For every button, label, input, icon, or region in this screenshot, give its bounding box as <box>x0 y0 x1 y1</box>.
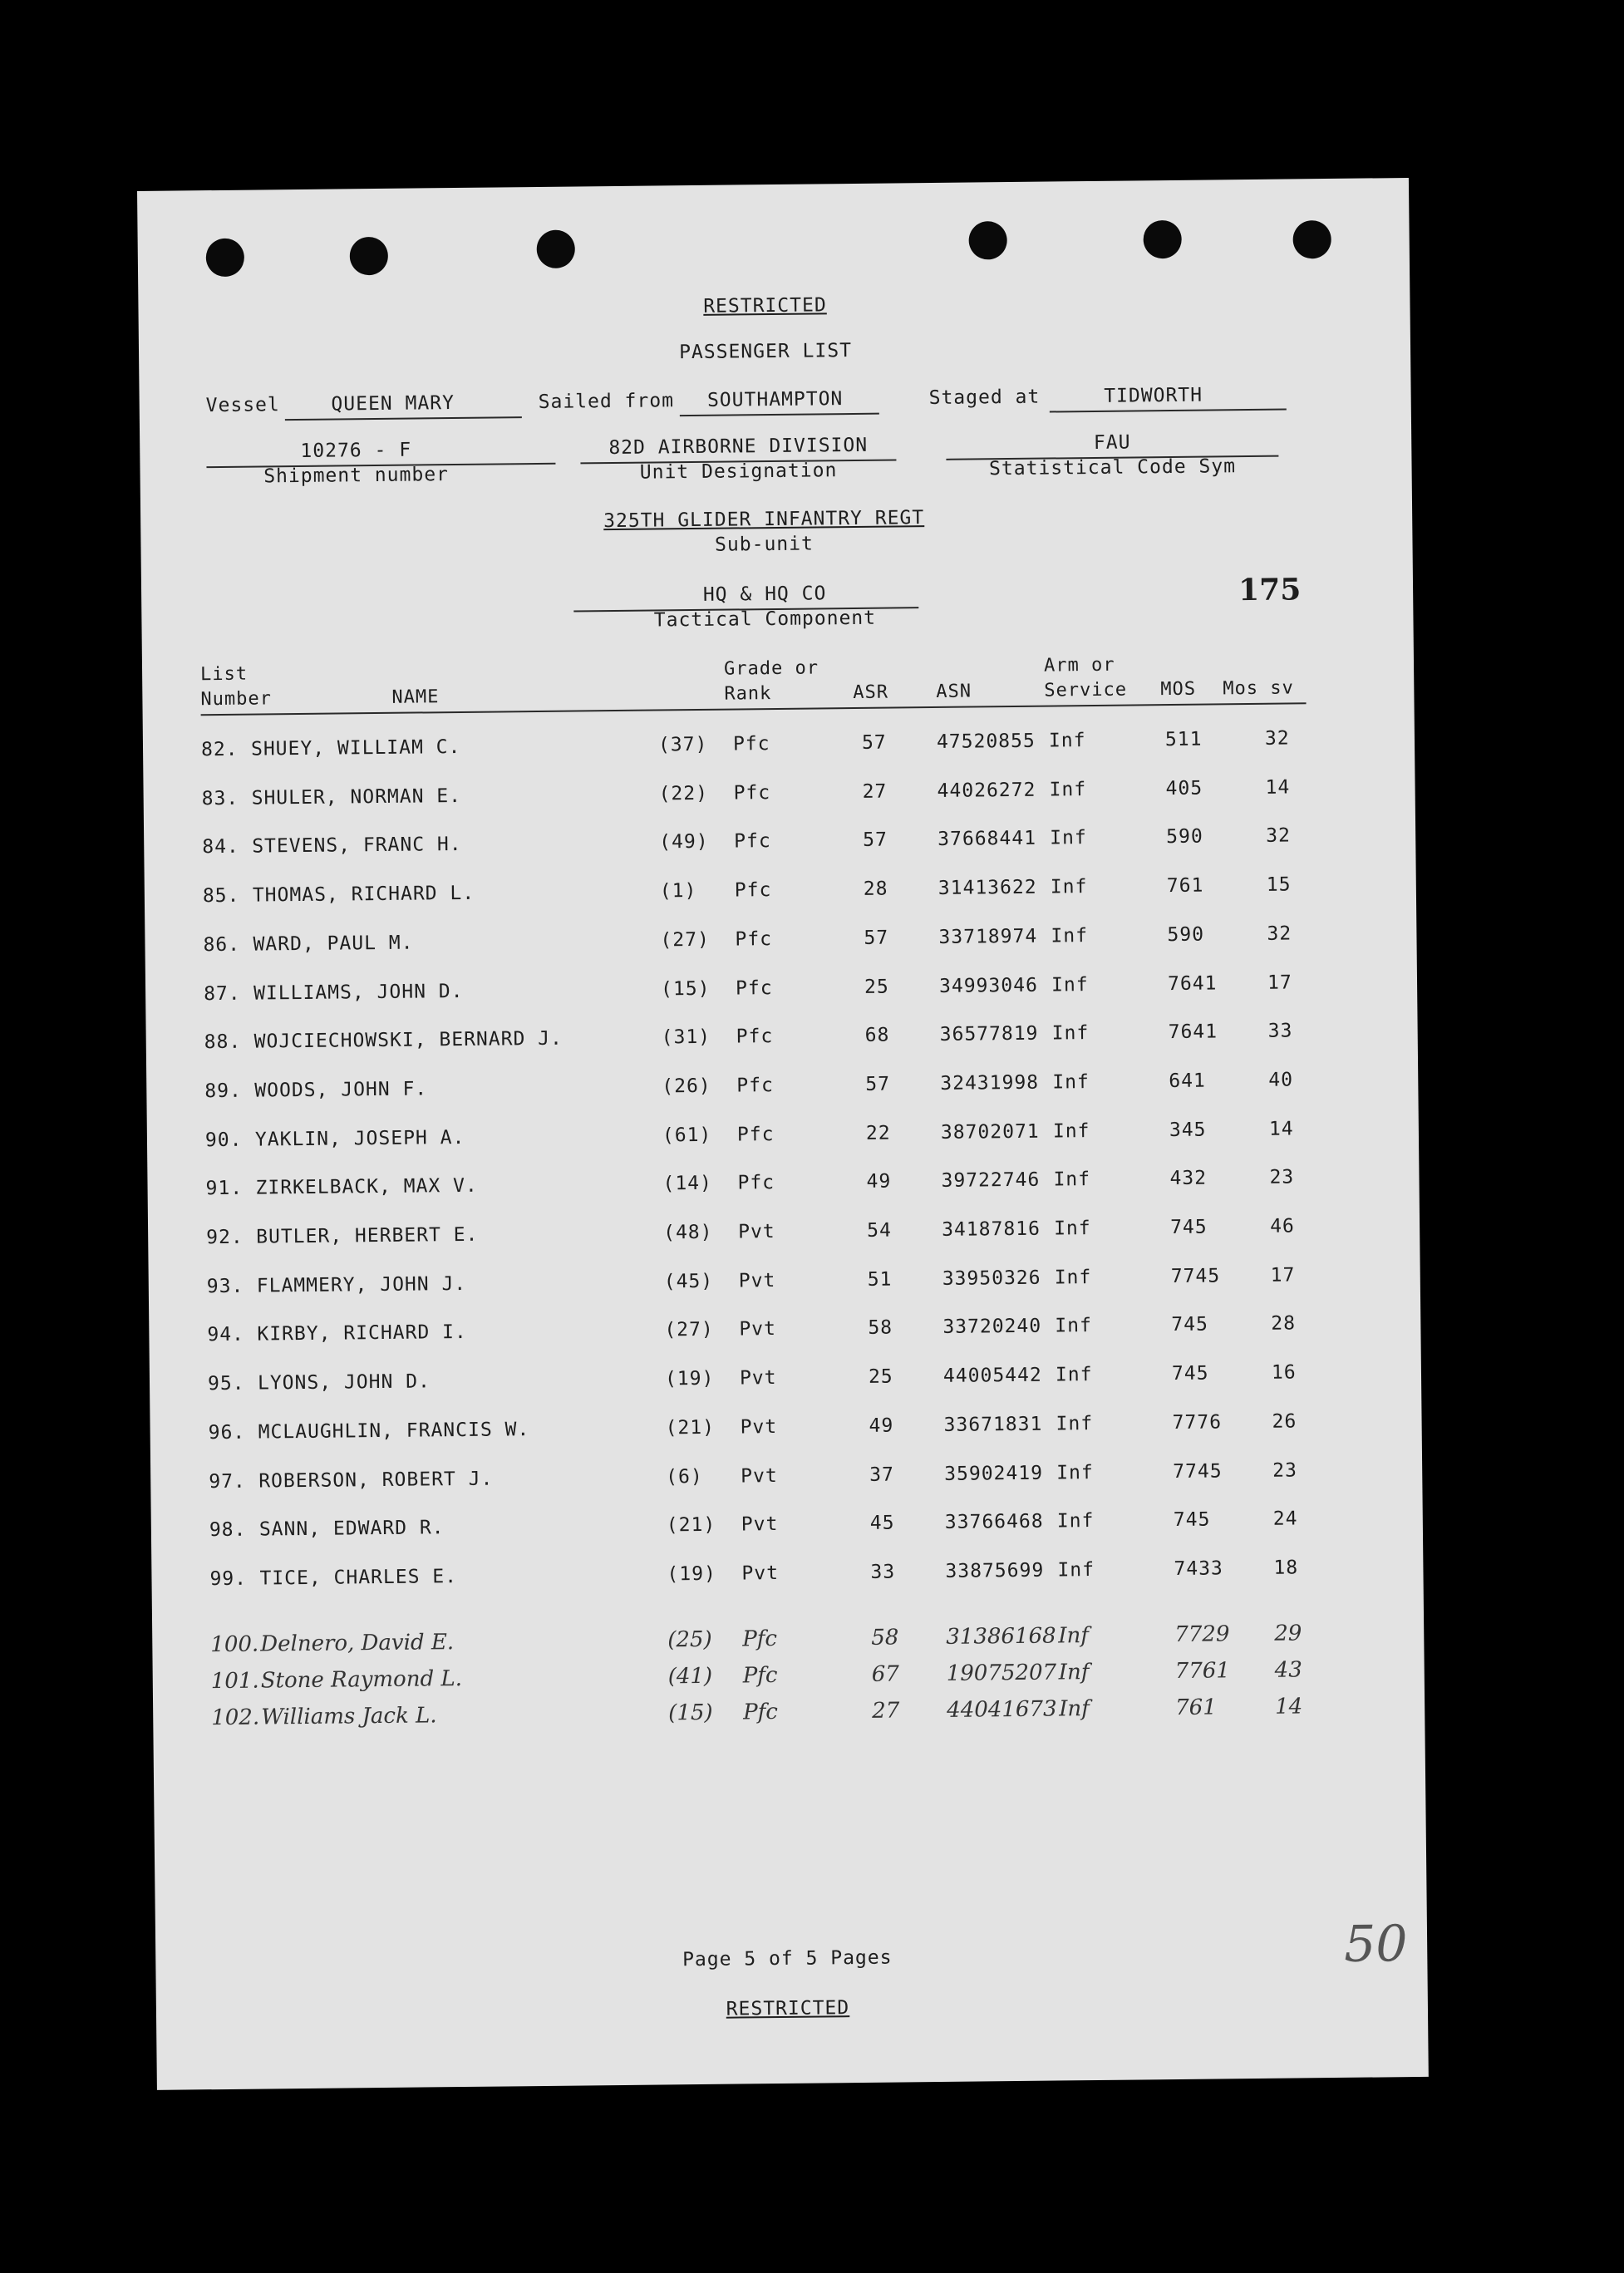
row-code: (14) <box>662 1173 713 1195</box>
passenger-name: WARD, PAUL M. <box>253 932 414 956</box>
row-number: 96. <box>208 1421 246 1444</box>
col-grade: Grade or <box>723 657 819 680</box>
asn-serial: 44005442 <box>942 1364 1042 1388</box>
col-name: NAME <box>391 686 440 708</box>
table-row <box>150 1458 1422 1504</box>
passenger-name: Williams Jack L. <box>261 1703 437 1730</box>
document-page <box>137 178 1429 2090</box>
punch-hole <box>206 239 244 277</box>
mos-code: 7761 <box>1174 1658 1231 1685</box>
grade-rank: Pfc <box>735 927 773 951</box>
row-code: (19) <box>667 1562 716 1586</box>
asn-serial: 36577819 <box>939 1022 1039 1046</box>
sailed-from-value: SOUTHAMPTON <box>706 388 844 411</box>
row-code: (48) <box>663 1221 713 1244</box>
arm-service: Inf <box>1058 1623 1090 1649</box>
asr-score: 57 <box>861 731 887 754</box>
asn-serial: 33720240 <box>942 1316 1042 1339</box>
mos-sv: 29 <box>1274 1621 1302 1646</box>
mos-sv: 14 <box>1265 776 1291 799</box>
asn-serial: 34993046 <box>938 974 1038 997</box>
mos-sv: 28 <box>1271 1312 1297 1336</box>
asr-score: 58 <box>868 1316 893 1340</box>
passenger-name: SHUEY, WILLIAM C. <box>250 736 461 760</box>
passenger-name: LYONS, JOHN D. <box>257 1370 431 1395</box>
arm-service: Inf <box>1051 924 1089 947</box>
passenger-name: WOODS, JOHN F. <box>254 1078 428 1102</box>
arm-service: Inf <box>1051 1022 1090 1045</box>
row-number: 88. <box>204 1031 242 1054</box>
passenger-name: BUTLER, HERBERT E. <box>256 1223 479 1248</box>
arm-service: Inf <box>1050 827 1087 849</box>
col-list: List <box>199 663 249 686</box>
table-row <box>146 1019 1418 1065</box>
table-row <box>145 873 1416 919</box>
passenger-name: ROBERSON, ROBERT J. <box>258 1468 494 1493</box>
row-number: 95. <box>207 1372 245 1395</box>
mos-sv: 32 <box>1264 727 1290 750</box>
unit-label: Unit Designation <box>639 460 838 484</box>
vessel-value: QUEEN MARY <box>331 392 455 416</box>
table-row <box>145 922 1416 968</box>
asr-score: 28 <box>863 878 888 900</box>
restricted-footer: RESTRICTED <box>726 1997 850 2020</box>
passenger-name: STEVENS, FRANC H. <box>252 834 462 858</box>
grade-rank: Pvt <box>741 1464 778 1487</box>
passenger-name: FLAMMERY, JOHN J. <box>256 1272 467 1297</box>
asn-serial: 33950326 <box>942 1267 1041 1290</box>
restricted-header: RESTRICTED <box>703 294 827 317</box>
asn-serial: 33875699 <box>945 1559 1045 1582</box>
row-number: 83. <box>201 787 239 809</box>
row-code: (27) <box>664 1319 714 1341</box>
punch-hole <box>350 237 388 275</box>
table-row <box>148 1214 1420 1261</box>
mos-sv: 17 <box>1270 1264 1296 1287</box>
row-code: (31) <box>661 1026 711 1049</box>
grade-rank: Pfc <box>736 1074 774 1097</box>
asr-score: 57 <box>863 829 888 852</box>
row-number: 97. <box>209 1470 246 1493</box>
mos-code: 590 <box>1166 826 1203 849</box>
row-number: 99. <box>209 1567 248 1591</box>
page-indicator: Page 5 of 5 Pages <box>682 1946 893 1971</box>
arm-service: Inf <box>1055 1315 1093 1337</box>
mos-sv: 23 <box>1269 1166 1295 1189</box>
col-asn: ASN <box>936 681 972 702</box>
table-row <box>145 970 1417 1016</box>
arm-service: Inf <box>1048 730 1086 752</box>
asr-score: 25 <box>864 976 889 998</box>
grade-rank: Pvt <box>738 1269 776 1292</box>
mos-code: 7776 <box>1172 1411 1223 1434</box>
grade-rank: Pfc <box>743 1700 779 1725</box>
arm-service: Inf <box>1056 1461 1094 1483</box>
arm-service: Inf <box>1055 1364 1093 1386</box>
mos-sv: 24 <box>1272 1508 1298 1530</box>
passenger-name: MCLAUGHLIN, FRANCIS W. <box>258 1418 530 1444</box>
row-code: (22) <box>658 782 709 805</box>
row-number: 86. <box>203 933 241 957</box>
row-code: (26) <box>662 1075 711 1098</box>
grade-rank: Pfc <box>737 1172 775 1194</box>
mos-code: 405 <box>1165 777 1203 799</box>
shipment-label: Shipment number <box>263 464 450 488</box>
mos-sv: 46 <box>1269 1215 1295 1237</box>
mos-sv: 23 <box>1272 1459 1298 1482</box>
mos-sv: 17 <box>1267 971 1292 994</box>
grade-rank: Pfc <box>734 879 772 902</box>
asn-serial: 47520855 <box>936 730 1036 753</box>
passenger-name: KIRBY, RICHARD I. <box>257 1321 467 1346</box>
asr-score: 54 <box>867 1219 892 1242</box>
table-row <box>149 1263 1420 1310</box>
row-code: (37) <box>657 733 708 756</box>
asn-serial: 32431998 <box>940 1071 1040 1095</box>
table-row <box>144 775 1415 822</box>
grade-rank: Pvt <box>740 1415 778 1439</box>
tactical-component: HQ & HQ CO <box>702 583 827 606</box>
sailed-from-label: Sailed from <box>538 390 675 413</box>
mos-sv: 14 <box>1268 1118 1294 1140</box>
asr-score: 37 <box>869 1464 895 1486</box>
asn-serial: 33766468 <box>944 1510 1044 1534</box>
mos-sv: 16 <box>1271 1361 1297 1384</box>
table-row <box>143 726 1415 773</box>
row-code: (61) <box>662 1124 712 1147</box>
mos-code: 511 <box>1164 728 1203 751</box>
col-number: Number <box>200 688 273 711</box>
passenger-name: ZIRKELBACK, MAX V. <box>255 1175 478 1199</box>
subunit-label: Sub-unit <box>714 533 814 556</box>
row-number: 91. <box>205 1178 244 1200</box>
asr-score: 45 <box>869 1512 895 1535</box>
mos-sv: 14 <box>1275 1694 1303 1720</box>
asr-score: 27 <box>862 780 888 803</box>
passenger-name: TICE, CHARLES E. <box>259 1565 458 1590</box>
col-mos: MOS <box>1160 678 1197 701</box>
mos-sv: 43 <box>1274 1657 1302 1683</box>
asn-serial: 33718974 <box>938 925 1038 948</box>
grade-rank: Pfc <box>732 733 770 755</box>
row-number: 101. <box>210 1668 259 1695</box>
page-title: PASSENGER LIST <box>678 340 853 364</box>
mos-code: 7641 <box>1167 972 1218 995</box>
row-number: 84. <box>202 836 239 859</box>
table-row <box>151 1507 1423 1553</box>
grade-rank: Pfc <box>736 1026 774 1048</box>
passenger-name: SANN, EDWARD R. <box>258 1517 445 1541</box>
col-asr: ASR <box>853 681 889 704</box>
asn-serial: 39722746 <box>941 1168 1041 1193</box>
passenger-name: WILLIAMS, JOHN D. <box>253 980 464 1005</box>
punch-hole <box>1292 220 1331 258</box>
table-row <box>147 1165 1419 1212</box>
asn-serial: 31413622 <box>937 876 1037 900</box>
asr-score: 57 <box>865 1073 891 1095</box>
mos-code: 432 <box>1169 1167 1208 1190</box>
asr-score: 51 <box>867 1268 893 1291</box>
mos-code: 7433 <box>1174 1557 1223 1580</box>
row-code: (15) <box>668 1700 713 1726</box>
row-number: 98. <box>209 1518 247 1542</box>
table-row <box>146 1068 1418 1114</box>
mos-code: 7729 <box>1174 1621 1230 1648</box>
asn-serial: 35902419 <box>944 1462 1044 1485</box>
statistical-code-label: Statistical Code Sym <box>988 455 1237 480</box>
mos-code: 641 <box>1169 1070 1206 1092</box>
col-service: Service <box>1044 679 1128 701</box>
asr-score: 67 <box>871 1661 899 1687</box>
grade-rank: Pfc <box>735 977 773 1000</box>
mos-code: 761 <box>1166 874 1204 898</box>
grade-rank: Pfc <box>742 1626 778 1652</box>
row-code: (41) <box>667 1663 713 1690</box>
asr-score: 68 <box>864 1024 890 1047</box>
passenger-name: YAKLIN, JOSEPH A. <box>254 1126 465 1151</box>
grade-rank: Pvt <box>741 1562 780 1585</box>
row-code: (21) <box>665 1416 716 1439</box>
sheet-number: 175 <box>1238 572 1302 608</box>
asn-serial: 33671831 <box>943 1413 1043 1436</box>
row-code: (19) <box>664 1367 715 1390</box>
pencil-page-number: 50 <box>1343 1915 1408 1974</box>
row-number: 87. <box>203 982 241 1005</box>
asr-score: 22 <box>865 1122 891 1144</box>
col-arm: Arm or <box>1043 654 1115 676</box>
mos-code: 7745 <box>1173 1459 1223 1483</box>
asn-serial: 44026272 <box>937 779 1036 802</box>
asn-serial: 44041673 <box>947 1696 1057 1723</box>
punch-hole <box>1143 220 1181 258</box>
row-code: (27) <box>660 928 710 952</box>
mos-code: 7745 <box>1170 1265 1221 1287</box>
statistical-code: FAU <box>1093 431 1131 454</box>
arm-service: Inf <box>1053 1168 1091 1191</box>
asr-score: 25 <box>868 1365 893 1388</box>
passenger-name: WOJCIECHOWSKI, BERNARD J. <box>253 1027 563 1053</box>
grade-rank: Pvt <box>739 1367 777 1390</box>
asr-score: 49 <box>866 1170 892 1193</box>
arm-service: Inf <box>1058 1660 1090 1685</box>
mos-sv: 26 <box>1272 1410 1297 1433</box>
punch-hole <box>968 221 1006 259</box>
row-code: (15) <box>660 977 711 1000</box>
arm-service: Inf <box>1059 1696 1090 1722</box>
staged-at-value: TIDWORTH <box>1104 384 1203 407</box>
mos-sv: 33 <box>1267 1020 1293 1042</box>
arm-service: Inf <box>1050 876 1088 898</box>
asr-score: 33 <box>870 1561 896 1583</box>
mos-code: 345 <box>1169 1119 1207 1141</box>
grade-rank: Pfc <box>733 781 771 804</box>
asn-serial: 31386168 <box>946 1623 1056 1650</box>
row-number: 100. <box>210 1631 259 1658</box>
grade-rank: Pfc <box>736 1123 775 1146</box>
grade-rank: Pvt <box>739 1318 777 1341</box>
unit-designation: 82D AIRBORNE DIVISION <box>608 434 869 460</box>
punch-hole <box>537 229 575 268</box>
asn-serial: 38702071 <box>940 1120 1040 1144</box>
row-number: 90. <box>204 1129 243 1151</box>
asn-serial: 37668441 <box>937 828 1037 851</box>
grade-rank: Pfc <box>742 1663 778 1689</box>
row-code: (6) <box>666 1465 703 1488</box>
asr-score: 27 <box>872 1698 900 1724</box>
row-number: 94. <box>207 1324 245 1346</box>
mos-code: 590 <box>1167 923 1205 946</box>
mos-sv: 15 <box>1266 873 1292 896</box>
arm-service: Inf <box>1053 1218 1091 1240</box>
mos-code: 745 <box>1171 1362 1209 1385</box>
asr-score: 49 <box>869 1414 894 1437</box>
mos-sv: 18 <box>1273 1557 1299 1579</box>
passenger-name: Stone Raymond L. <box>260 1666 463 1694</box>
tactical-label: Tactical Component <box>653 607 877 632</box>
arm-service: Inf <box>1051 973 1089 996</box>
table-row <box>147 1117 1419 1164</box>
row-number: 89. <box>204 1080 243 1103</box>
asr-score: 58 <box>871 1625 899 1651</box>
grade-rank: Pvt <box>741 1513 779 1536</box>
staged-at-label: Staged at <box>928 386 1041 410</box>
asr-score: 57 <box>864 927 889 949</box>
grade-rank: Pfc <box>734 830 771 853</box>
table-row <box>150 1410 1422 1456</box>
col-rank: Rank <box>724 683 772 705</box>
row-code: (25) <box>667 1626 712 1653</box>
arm-service: Inf <box>1052 1070 1090 1094</box>
mos-code: 745 <box>1171 1313 1209 1336</box>
arm-service: Inf <box>1056 1510 1095 1533</box>
col-mos-sv: Mos sv <box>1223 677 1294 700</box>
arm-service: Inf <box>1057 1558 1095 1582</box>
mos-code: 7641 <box>1168 1021 1218 1044</box>
row-code: (49) <box>659 831 709 854</box>
asn-serial: 34187816 <box>942 1218 1041 1241</box>
row-code: (1) <box>659 880 697 903</box>
mos-sv: 32 <box>1267 922 1292 945</box>
mos-sv: 40 <box>1268 1069 1294 1091</box>
row-number: 93. <box>206 1275 244 1297</box>
passenger-name: Delnero, David E. <box>260 1630 455 1657</box>
table-row <box>149 1311 1420 1358</box>
table-row <box>144 824 1415 870</box>
vessel-label: Vessel <box>205 394 280 417</box>
asn-serial: 19075207 <box>946 1660 1057 1686</box>
subunit: 325TH GLIDER INFANTRY REGT <box>603 507 925 533</box>
row-code: (45) <box>663 1270 714 1293</box>
table-row <box>151 1556 1423 1602</box>
arm-service: Inf <box>1056 1412 1094 1435</box>
mos-code: 745 <box>1169 1216 1208 1239</box>
shipment-number: 10276 - F <box>300 439 412 462</box>
grade-rank: Pvt <box>738 1221 775 1243</box>
row-number: 92. <box>206 1226 244 1249</box>
arm-service: Inf <box>1049 778 1087 801</box>
table-row <box>150 1360 1421 1407</box>
row-number: 102. <box>211 1705 260 1731</box>
arm-service: Inf <box>1052 1119 1090 1143</box>
mos-code: 745 <box>1173 1508 1211 1532</box>
passenger-name: SHULER, NORMAN E. <box>251 785 462 809</box>
mos-sv: 32 <box>1266 824 1292 848</box>
row-number: 85. <box>202 884 240 908</box>
passenger-name: THOMAS, RICHARD L. <box>252 882 475 907</box>
row-code: (21) <box>666 1513 716 1537</box>
row-number: 82. <box>200 738 239 761</box>
arm-service: Inf <box>1054 1266 1092 1289</box>
mos-code: 761 <box>1175 1695 1217 1721</box>
